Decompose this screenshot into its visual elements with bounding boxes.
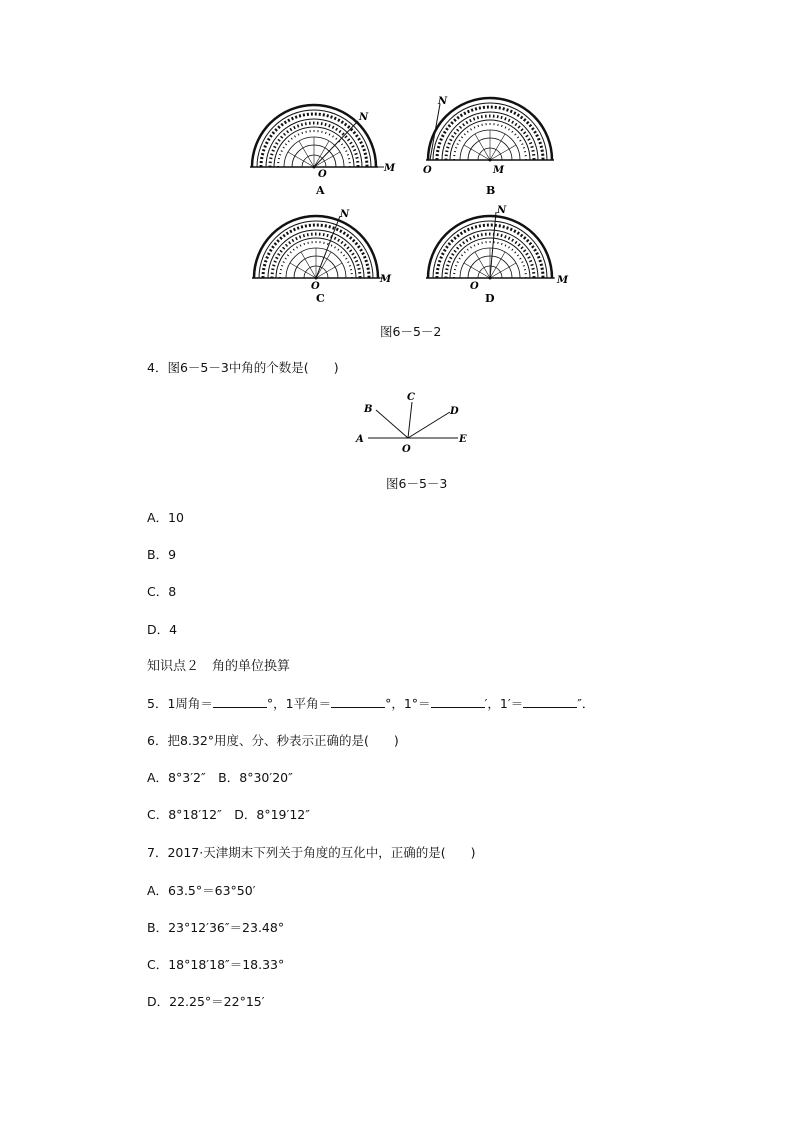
label-n-b: N [438, 96, 448, 107]
ray-od [408, 412, 450, 438]
label-c: C [316, 292, 325, 305]
q5-stem [147, 696, 594, 712]
q5-blank-4[interactable] [523, 696, 577, 708]
protractor-d [426, 205, 569, 305]
q4-stem: 4．图6－5－3中角的个数是( ) [147, 360, 339, 375]
q6-options-row2: C．8°18′12″ D．8°19′12″ [147, 807, 310, 822]
label-b: B [486, 184, 496, 197]
label-a: A [316, 184, 325, 197]
figure-caption-652: 图6－5－2 [380, 324, 442, 339]
q6-stem: 6．把8.32°用度、分、秒表示正确的是( ) [147, 733, 399, 748]
q7-option-d: D．22.25°＝22°15′ [147, 994, 265, 1009]
q5-blank-3[interactable] [431, 696, 485, 708]
point-d: D [450, 406, 459, 417]
label-n-d: N [497, 205, 507, 216]
label-o-d: O [470, 281, 479, 292]
label-m-c: M [380, 274, 392, 285]
label-m-a: M [384, 163, 396, 174]
point-b: B [364, 404, 373, 415]
label-o-c: O [311, 281, 320, 292]
label-o-a: O [318, 169, 327, 180]
q4-option-b: B．9 [147, 547, 177, 562]
protractor-figure [0, 0, 794, 360]
protractor-c [252, 209, 392, 305]
q4-option-d: D．4 [147, 622, 178, 637]
q5-part-1: 5．1周角＝ [147, 696, 213, 711]
q6-options-row1: A．8°3′2″ B．8°30′20″ [147, 770, 293, 785]
label-o-b: O [423, 165, 432, 176]
point-a: A [356, 434, 364, 445]
q4-option-a: A．10 [147, 510, 184, 525]
point-o: O [402, 444, 411, 455]
q5-part-3: °，1°＝ [385, 696, 431, 711]
label-m-d: M [557, 275, 569, 286]
point-e: E [459, 434, 467, 445]
angle-figure-653 [340, 380, 480, 460]
point-c: C [407, 392, 415, 403]
label-n-a: N [359, 112, 369, 123]
label-d: D [485, 292, 495, 305]
ray-ob [376, 410, 408, 438]
figure-caption-653: 图6－5－3 [386, 476, 448, 491]
protractor-b [423, 96, 554, 197]
q7-stem: 7．2017·天津期末下列关于角度的互化中，正确的是( ) [147, 845, 476, 860]
q5-part-4: ′，1′＝ [484, 696, 524, 711]
protractor-a [250, 105, 396, 197]
ray-oc [408, 402, 412, 438]
label-m-b: M [493, 165, 505, 176]
q7-option-b: B．23°12′36″＝23.48° [147, 920, 285, 935]
q5-part-2: °，1平角＝ [266, 696, 332, 711]
q4-option-c: C．8 [147, 584, 177, 599]
q5-blank-1[interactable] [213, 696, 267, 708]
label-n-c: N [340, 209, 350, 220]
q5-part-5: ″． [577, 696, 595, 711]
q7-option-c: C．18°18′18″＝18.33° [147, 957, 285, 972]
section-title: 知识点２ 角的单位换算 [147, 659, 291, 674]
q7-option-a: A．63.5°＝63°50′ [147, 883, 256, 898]
q5-blank-2[interactable] [331, 696, 385, 708]
